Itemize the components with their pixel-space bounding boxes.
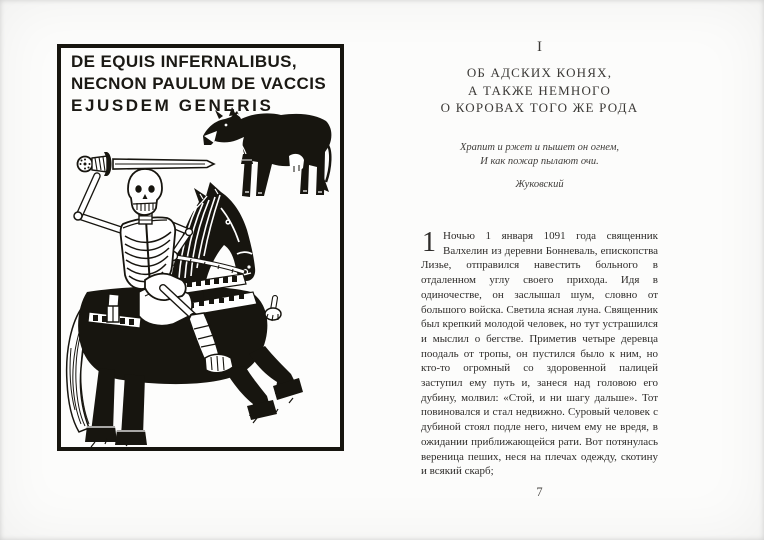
epigraph [421,141,658,192]
page-number: 7 [536,485,543,499]
body-text-column [421,229,658,479]
epigraph-line-2: И как пожар пылают очи. [480,156,599,167]
chapter-title-line-1: ОБ АДСКИХ КОНЯХ, [466,65,613,80]
caption-line-1: DE EQUIS INFERNALIBUS, [71,52,298,71]
paragraph-number-dropcap: 1 [422,227,436,258]
epigraph-author: Жуковский [515,179,564,190]
chapter-number: I [537,39,542,55]
cow-figure [203,107,331,197]
chapter-title [421,64,658,117]
woodcut-frame [57,44,344,451]
chapter-title-line-3: О КОРОВАХ ТОГО ЖЕ РОДА [440,100,639,115]
epigraph-line-1: Храпит и ржет и пышет он огнем, [459,142,620,153]
caption-line-2: NECNON PAULUM DE VACCIS [71,74,327,93]
chapter-title-line-2: А ТАКЖЕ НЕМНОГО [467,82,612,98]
body-paragraph: Ночью 1 января 1091 года священник Валхелин из деревни Бонневаль, епископства Лизье, отправился навестить больного в отдаленном углу своего прихода. Идя в одиночестве, он заслышал шум, словно от большого войска. Светила ясная луна. Священник был крепкий молодой человек, но тут устрашился и мыслил о бегстве. Приметив четыре деревца поодаль от тропы, он пустился было к ним, но кто-то огромный со здоровенной палицей заступил ему путь и, занеся над головою его дубину, молвил: «Стой, и ни шагу дальше». Тот повиновался и стал недвижно. Суровый человек с дубиной стоял подле него, ничем ему не вредя, в ожидании приближающейся рати. Вот потянулась вереница пеших, неся на плечах одежду, скотину и всякий скарб; [421,230,658,478]
caption-line-3: EJUSDEM GENERIS [71,96,274,115]
woodcut-caption [71,51,326,117]
